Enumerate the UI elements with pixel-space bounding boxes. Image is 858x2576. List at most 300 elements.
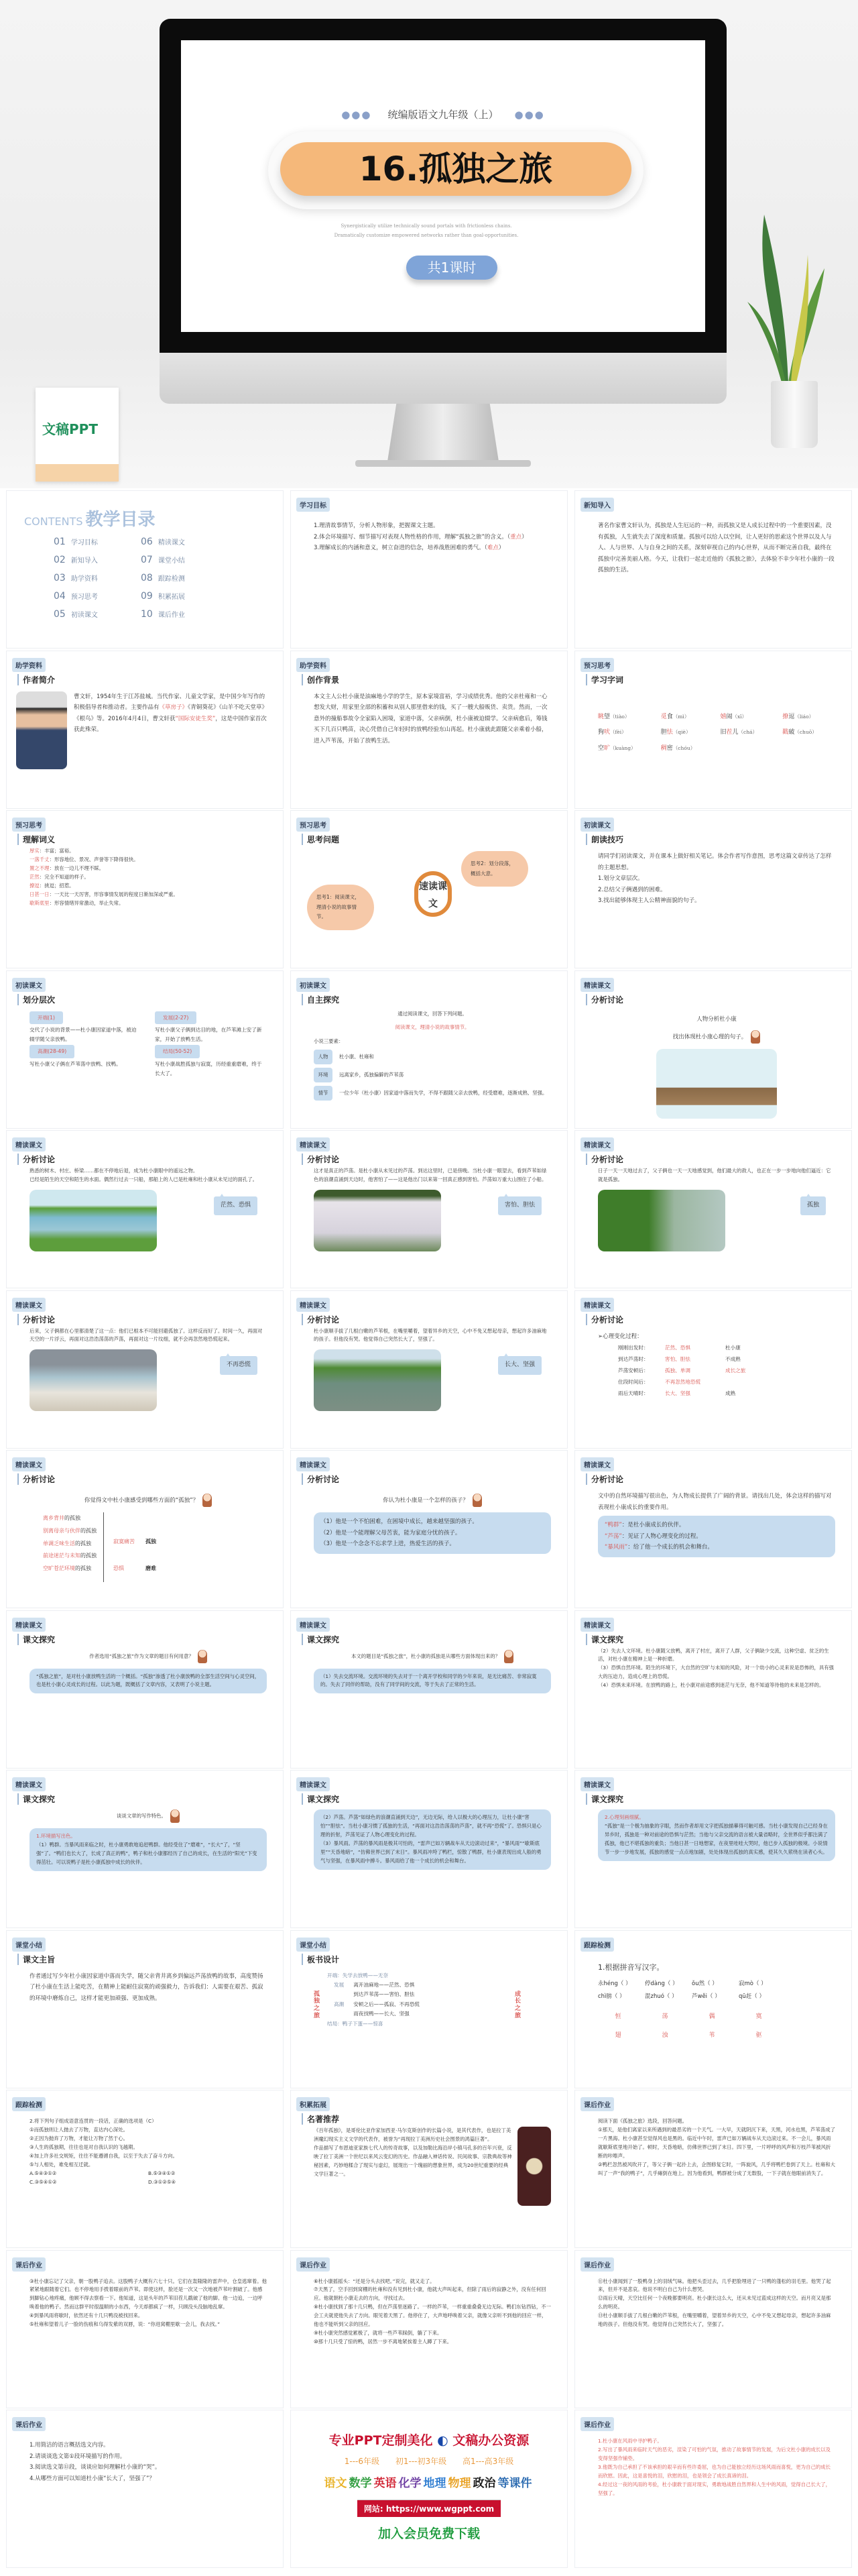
highlight-text: 旷 <box>604 744 611 752</box>
slide-body <box>598 691 835 804</box>
reed-marsh-image <box>314 1190 441 1251</box>
answer-box <box>29 1828 267 1871</box>
section-tag: 精读课文 <box>12 1777 46 1791</box>
section-tag: 学习目标 <box>296 498 330 512</box>
highlight-text: “暴风雨” <box>605 1544 628 1551</box>
slide-thumbnail[interactable] <box>575 1611 851 1768</box>
girl-thinking-icon <box>473 1494 482 1507</box>
contents-en: CONTENTS <box>24 515 83 528</box>
contents-label: 学习目标 <box>70 539 98 547</box>
website-link[interactable] <box>357 2500 501 2517</box>
question-prompt <box>314 1494 551 1507</box>
slide-thumbnail[interactable] <box>575 651 851 808</box>
slide-thumbnail[interactable] <box>575 491 851 648</box>
image-with-callout <box>314 1349 551 1411</box>
growth-label: 不成熟 <box>725 1356 741 1363</box>
slide-thumbnail[interactable] <box>575 971 851 1128</box>
slide-thumbnail[interactable] <box>291 651 567 808</box>
paragraph: ④到暴风雨将歇时，依然还有十几只鸭没被找回来。 <box>29 2312 143 2319</box>
slide-body <box>598 1167 835 1284</box>
pinyin-item: 停dàng（ ） <box>645 1980 678 1987</box>
subject: 语文 <box>324 2477 347 2490</box>
loneliness-item <box>43 1525 97 1538</box>
text-segment: 的孤独 <box>80 1527 97 1534</box>
section-text: 交代了小说的背景——杜小康因家道中落，被迫辍学随父亲放鸭。 <box>29 1027 137 1042</box>
slide-thumbnail[interactable] <box>7 1131 283 1288</box>
text-segment: 逗 <box>788 713 795 720</box>
section-tag: 精读课文 <box>580 1298 614 1312</box>
slide-thumbnail[interactable] <box>7 1771 283 1927</box>
contents-item[interactable] <box>54 555 141 573</box>
section-text: 写杜小康父子俩在芦苇荡中放鸭、找鸭。 <box>29 1061 121 1068</box>
question-text: 你觉得文中杜小康感受到哪些方面的“孤独”？ <box>84 1497 199 1504</box>
question-prompt <box>314 1650 551 1663</box>
exercise-title: 1.根据拼音写汉字。 <box>598 1962 664 1972</box>
paragraph: （3）他是一个念念不忘求学上进，热爱生活的孩子。 <box>320 1541 455 1548</box>
slide-body <box>314 2127 551 2243</box>
slide-thumbnail[interactable] <box>7 651 283 808</box>
paragraph: ⑬杜小康顺手拔了几根白嫩的芦苇根，在嘴里嚼着，望着异乡的天空，心中不免又想起母亲，想起许多油麻地的孩子。但他没有哭。他觉得自己突然长大了，坚强了。 <box>598 2312 831 2328</box>
dots-icon: ●●● <box>341 109 372 121</box>
paragraph: 1.用简洁的语言概括选文内容。 <box>29 2442 109 2449</box>
text-segment: ：是杜小康成长的伙伴。 <box>621 1522 685 1529</box>
element-row <box>314 1050 551 1064</box>
slide-thumbnail[interactable] <box>7 1291 283 1448</box>
slide-thumbnail[interactable] <box>7 491 283 648</box>
slide-thumbnail[interactable] <box>575 811 851 968</box>
slide-body <box>598 2437 835 2563</box>
grade-level: 初1---初3年级 <box>395 2457 447 2466</box>
slide-body <box>29 1807 267 1923</box>
section-tag: 课堂小结 <box>296 1938 330 1952</box>
loneliness-item <box>43 1538 97 1551</box>
slide-thumbnail[interactable] <box>7 1931 283 2088</box>
paragraph: 这才是真正的芦荡。是杜小康从未见过的芦荡。到达这里时，已是傍晚。当杜小康一眼望去，看到芦苇如绿色的浪潮直涌到天边时，他害怕了——这是他出门以来第一回真正感到害怕。芦荡如万重大山围住了小船。 <box>314 1168 547 1182</box>
section-tag: 课堂小结 <box>12 1938 46 1952</box>
section-tag: 精读课文 <box>580 1618 614 1632</box>
contents-item[interactable] <box>54 537 141 555</box>
question-text: 阅读课文，理清小说的故事情节。 <box>395 1024 470 1031</box>
pinyin-item: 寂mò（ ） <box>739 1980 767 1987</box>
contents-label: 助学资料 <box>70 575 98 583</box>
text-segment: ：给了他一个成长的机会和舞台。 <box>627 1544 713 1551</box>
question-prompt <box>598 1030 835 1044</box>
grade-levels <box>291 2455 567 2467</box>
answer-char: 寞 <box>755 2013 762 2021</box>
think-cloud-2: 思考2：划分段落，概括大意。 <box>461 851 528 887</box>
slide-heading: 分析讨论 <box>17 1154 55 1165</box>
slide-heading: 课文探究 <box>17 1793 55 1805</box>
slide-heading: 分析讨论 <box>302 1314 339 1325</box>
paragraph <box>605 1520 829 1531</box>
section-label: 发展(2-27) <box>155 1011 196 1025</box>
contents-item[interactable] <box>141 573 228 591</box>
slide-thumbnail[interactable] <box>7 811 283 968</box>
text-segment: ：形容地位、景况、声誉等下降得很快。 <box>49 856 139 862</box>
paragraph <box>29 856 267 864</box>
contents-label: 跟踪检测 <box>158 575 185 583</box>
section-tag: 课后作业 <box>12 2417 46 2431</box>
section-tag: 课后作业 <box>580 2257 614 2272</box>
vocab-item <box>598 727 654 739</box>
contents-item[interactable] <box>54 573 141 591</box>
section-text: 写杜小康父子俩到达目的地，在芦苇滩上安了新家，开始了放鸭生活。 <box>155 1027 262 1042</box>
section-tag: 预习思考 <box>580 658 614 672</box>
contents-item[interactable] <box>54 591 141 609</box>
board-end: 结局：鸭子下蛋——惊喜 <box>327 2020 383 2027</box>
contents-item[interactable] <box>141 555 228 573</box>
slide-thumbnail[interactable] <box>291 2410 567 2567</box>
girl-thinking-icon <box>170 1809 180 1823</box>
section-label: 高潮(28-49) <box>29 1045 74 1058</box>
paragraph: 2.心理刻画细腻。 <box>605 1814 644 1820</box>
slide-thumbnail[interactable] <box>291 2251 567 2408</box>
paragraph: 熟悉的树木、村庄、桥梁……都在不停地后退，成为杜小康眼中的遥远之物。 <box>29 1168 198 1174</box>
slide-thumbnail[interactable] <box>7 971 283 1128</box>
right-label: 磨难 <box>145 1565 156 1571</box>
section-tag: 预习思考 <box>296 818 330 832</box>
desk-calendar <box>36 388 119 482</box>
structure-grid <box>29 1011 267 1078</box>
slide-heading: 板书设计 <box>302 1954 339 1965</box>
section-label: 开端(1) <box>29 1011 63 1025</box>
subject-list <box>291 2473 567 2490</box>
paragraph: （3）暴风雨。芦荡的暴风雨是极其可怕的，“雷声已如万辆战车从天边滚动过来”，“暴风雨”“歇斯底里”“天昏地暗”，“仿佛世界已到了末日”。暴风雨冲垮了鸭栏，惊散了鸭群，杜小康表现出成人般的勇气与坚强，在暴风雨中搏斗。暴风雨给了他一个成长的机会和舞台。 <box>320 1840 542 1864</box>
paragraph: 文中的自然环境描写很出色，为人物成长提供了广阔的背景。请找出几处，体会这样的描写对表现杜小康成长的重要作用。 <box>598 1493 832 1511</box>
placeholder-english-text: Synergistically utilize technically sound portals with frictionless chains. Dramatically customize empowered networks rather than goal-opportunities. <box>334 223 519 238</box>
slide-body <box>29 2440 267 2563</box>
slide-thumbnail[interactable] <box>291 811 567 968</box>
paragraph: ②正因为抛弃了万物，才能让万物了然于心。 <box>29 2135 129 2141</box>
girl-thinking-icon <box>751 1030 760 1044</box>
subtitle-text: 统编版语文九年级（上） <box>387 109 499 121</box>
slide-body <box>314 1167 551 1284</box>
highlight-text: “芦荡” <box>605 1532 622 1540</box>
question-prompt <box>29 1650 267 1663</box>
pinyin-item: chì膀（ ） <box>598 1993 625 2000</box>
section-tag: 跟踪检测 <box>580 1938 614 1952</box>
slide-body <box>29 2117 267 2243</box>
slide-thumbnail[interactable] <box>575 1131 851 1288</box>
vocabulary-list <box>598 712 835 755</box>
answer-box <box>314 1809 551 1870</box>
highlight-text: 别离母亲与伙伴 <box>43 1527 80 1534</box>
slide-thumbnail[interactable] <box>575 1291 851 1448</box>
slide-heading: 思考问题 <box>302 834 339 845</box>
slide-thumbnail[interactable] <box>291 1291 567 1448</box>
question-prompt <box>314 1010 551 1019</box>
text-segment: ：形容情绪异常激动，举止失常。 <box>49 899 124 906</box>
answer-box <box>314 1512 551 1554</box>
highlight-text: 难点 <box>487 545 499 552</box>
text-segment: ：完全不知道的样子。 <box>39 873 89 880</box>
paragraph: ⑪杜小康闻到了一股鸭身上的羽绒气味。他把头歪过去，几乎把脸埋进了一只鸭的蓬松的羽毛里。他哭了起来，但并不是悲哀。他说不明白自己为什么想哭。 <box>598 2278 831 2293</box>
section-tag: 精读课文 <box>296 1298 330 1312</box>
loneliness-brace <box>43 1512 267 1582</box>
question-prompt <box>598 1014 835 1025</box>
highlight-text: 歇斯底里 <box>29 899 50 906</box>
subject: 政治 <box>473 2477 496 2490</box>
slide-heading: 分析讨论 <box>17 1314 55 1325</box>
contents-list <box>54 537 228 627</box>
brand-logo: 文稿PPT <box>42 421 98 437</box>
text-segment: 闹 <box>726 713 733 720</box>
text-segment: 空 <box>598 744 605 752</box>
slide-thumbnail[interactable] <box>291 1771 567 1927</box>
paragraph <box>29 882 267 891</box>
section-tag: 初读课文 <box>296 978 330 992</box>
question-text: 找出体现杜小康心理的句子。 <box>672 1033 747 1041</box>
highlight-text: 单调乏味生活 <box>43 1540 75 1547</box>
slide-body <box>314 1971 551 2084</box>
section-tag: 精读课文 <box>296 1137 330 1152</box>
contents-number: 04 <box>54 591 66 602</box>
paragraph <box>605 1531 829 1543</box>
slide-heading: 课文探究 <box>302 1634 339 1645</box>
slide-body <box>29 847 267 964</box>
slide-thumbnail[interactable] <box>7 2090 283 2247</box>
slide-thumbnail[interactable] <box>291 491 567 648</box>
paragraph: 《百年孤独》，是哥伦比亚作家加西亚·马尔克斯创作的长篇小说，是其代表作，也是拉丁美洲魔幻现实主义文学的代表作，被誉为“再现拉丁美洲历史社会图景的鸿篇巨著”。 <box>314 2127 511 2142</box>
left-theme: 孤独之旅 <box>314 1991 320 2019</box>
highlight-text: 怯 <box>666 729 673 736</box>
text-segment: ：放在一边儿不理不睬。 <box>49 864 104 871</box>
section-tag: 积累拓展 <box>296 2097 330 2111</box>
section-tag: 精读课文 <box>580 1777 614 1791</box>
emotion-callout: 孤独 <box>800 1196 826 1215</box>
text-segment: ） <box>498 545 505 552</box>
story-elements <box>314 1050 551 1101</box>
question-prompt <box>29 1809 267 1823</box>
text-segment: ：丰富；富裕。 <box>39 848 74 854</box>
slide-body <box>314 2278 551 2404</box>
slide-heading: 课文主旨 <box>17 1954 55 1965</box>
paragraph: 日子一天一天地过去了，父子俩也一天一天地感觉到，他们最大的敌人，也正在一步一步地向他们逼近：它就是孤独。 <box>598 1168 831 1182</box>
slide-thumbnail[interactable] <box>291 1131 567 1288</box>
lesson-count-badge: 共1课时 <box>406 256 497 280</box>
image-with-callout <box>314 1190 551 1251</box>
stage-emotion: 长大、坚强 <box>665 1390 690 1397</box>
slide-body <box>598 1807 835 1923</box>
pinyin-items <box>598 1978 835 2002</box>
element-label: 情节 <box>314 1086 332 1101</box>
slide-body <box>598 1331 835 1444</box>
contents-number: 08 <box>141 573 153 583</box>
paragraph: （2）他是一个能理解父母苦衷，能为家庭分忧的孩子。 <box>320 1529 461 1536</box>
slide-thumbnail[interactable] <box>7 1611 283 1768</box>
girl-thinking-icon <box>504 1650 513 1663</box>
vocab-item <box>782 727 835 739</box>
paragraph: 1.理清故事情节，分析人物形象，把握课文主题。 <box>314 522 439 529</box>
paragraph: ②鸭栏忽然被风吹开了，等父子俩一起扑上去，企图修复它时，一阵旋风，几乎将鸭栏卷到了天上。杜雍和大叫了一声“我的鸭子”，几乎瘫倒在地上。因为他看到，鸭群被分成了无数股，一下子就在他眼前消失了。 <box>598 2161 835 2176</box>
stage-emotion: 茫然、恐惧 <box>665 1345 690 1351</box>
option: C.③⑤④①② <box>29 2178 57 2185</box>
brace-right <box>145 1512 156 1582</box>
monitor-foot <box>355 460 531 467</box>
text-segment: （fèi） <box>610 729 627 736</box>
pinyin-item: 芦wěi（ ） <box>692 1993 721 2000</box>
grade-level: 1---6年级 <box>344 2457 380 2466</box>
answer-box <box>29 1669 267 1694</box>
slide-thumbnail[interactable] <box>291 1611 567 1768</box>
grade-subtitle <box>181 107 705 121</box>
reed-marsh-image <box>29 1349 157 1411</box>
contents-item[interactable] <box>54 609 141 627</box>
right-label: 孤独 <box>145 1538 156 1545</box>
slide-heading: 学习字词 <box>586 674 623 685</box>
subject: 数学 <box>349 2477 372 2490</box>
option: D.③①②⑤④ <box>148 2178 176 2185</box>
vocab-item <box>598 712 654 724</box>
slide-body <box>598 520 835 644</box>
board-design <box>314 1971 551 2029</box>
plant-icon <box>744 215 831 389</box>
highlight-text: 撩逗 <box>29 882 40 889</box>
slide-body <box>29 691 267 804</box>
slide-thumbnail[interactable] <box>291 1931 567 2088</box>
section-tag: 课后作业 <box>12 2257 46 2272</box>
vocab-item <box>598 743 654 755</box>
paragraph: 作品描写了布恩迪亚家族七代人的传奇故事，以及加勒比海沿岸小镇马孔多的百年兴衰，反映了拉丁美洲一个世纪以来风云变幻的历史。作品融入神话传说、民间故事、宗教典故等神秘因素，巧妙地糅合了现实与虚幻，展现出一个瑰丽的想象世界，成为20世纪重要的经典文学巨著之一。 <box>314 2144 512 2177</box>
text-segment: 的孤独 <box>75 1540 91 1547</box>
highlight-text: 厚实 <box>29 848 40 854</box>
slide-thumbnail[interactable] <box>291 1451 567 1608</box>
section-tag: 精读课文 <box>12 1298 46 1312</box>
contents-number: 06 <box>141 537 153 547</box>
text-segment: 望 <box>604 713 611 720</box>
paragraph: 著名作家曹文轩认为，孤独是人生厄运的一种，而孤独又是人成长过程中的一个重要因素，没有孤独，人生就失去了深度和质量。孤独可以给人以空间，让人更好的思索这个世界以及人与人、人与世界、人与自身之间的关系，深刻审视自己的内心世界，从而不断完善自我，最终在孤独中完善美丽人格。今天，让我们一起走近他的《孤独之旅》，去体验不幸少年杜小康的一段孤独的生活。 <box>598 522 835 574</box>
paragraph: ⑥杜小康摇摇头：“还是分头去找吧。”说完，就又走了。 <box>314 2278 435 2284</box>
paragraph: 杜小康顺手拔了几根白嫩的芦苇根，在嘴里嚼着，望着异乡的天空，心中不免又想起母亲，想起许多油麻地的孩子。但他没有哭。他觉得自己突然长大了，坚强了。 <box>314 1327 547 1343</box>
loneliness-item <box>43 1512 97 1525</box>
slide-body <box>29 1491 267 1604</box>
paragraph <box>29 864 267 873</box>
slide-thumbnail[interactable] <box>291 971 567 1128</box>
stage-label: 到达芦荡时： <box>618 1356 649 1363</box>
mid-label: 恐惧 <box>113 1565 124 1571</box>
slide-thumbnail[interactable] <box>575 2251 851 2408</box>
slide-thumbnail[interactable] <box>7 2410 283 2567</box>
subject: 英语 <box>373 2477 397 2490</box>
slide-body <box>314 1807 551 1923</box>
paragraph: ⑧杜小康找到了那十几只鸭，但在芦荡里迷路了。一样的芦苇，一样重重叠叠无边无际。鸭们东钻西钻，不一会工夫就使他失去了方向。眼见着天黑了。他停住了，大声地呼唤着父亲，就像父亲听不到他的回应一样，他也不能听到父亲的回应。 <box>314 2304 551 2328</box>
option: A.⑤④③①② <box>29 2170 57 2176</box>
contents-item[interactable] <box>141 537 228 555</box>
slide-thumbnail[interactable] <box>575 1771 851 1927</box>
text-segment: 食 <box>666 713 673 720</box>
slide-thumbnail[interactable] <box>7 2251 283 2408</box>
slide-thumbnail[interactable] <box>291 2090 567 2247</box>
text-segment: （mì） <box>672 713 690 720</box>
board-line: 雨夜找鸭——长大、坚强 <box>353 2011 410 2017</box>
element-label: 环境 <box>314 1068 332 1082</box>
promo-panel <box>291 2410 567 2542</box>
text-segment: 狗 <box>598 729 605 736</box>
growth-label: 成熟 <box>725 1390 736 1397</box>
text-segment: 2.体会环境描写、细节描写对表现人物性格的作用，理解“孤独之旅”的含义。（ <box>314 533 511 541</box>
highlight-text: 茫然 <box>29 873 40 880</box>
stage-label: 住段时间后： <box>618 1379 649 1386</box>
question-prompt <box>314 1023 551 1032</box>
mid-label: 寂寞痛苦 <box>113 1538 135 1545</box>
board-line: 离开油麻地——茫然、恐惧 <box>353 1981 415 1988</box>
slide-heading: 理解词义 <box>17 834 55 845</box>
paragraph: ⑫雨后天晴，天空比任何一个夜晚都要明亮。杜小康长这么大，还从未见过蓝成这样的天空。而月亮又是那么的明亮。 <box>598 2295 831 2310</box>
text-segment: 破 <box>788 729 795 736</box>
contents-label: 积累拓展 <box>158 594 185 601</box>
contents-item[interactable] <box>141 609 228 627</box>
psych-table <box>618 1342 835 1399</box>
slide-heading: 分析讨论 <box>17 1473 55 1485</box>
slide-thumbnail[interactable] <box>575 2090 851 2247</box>
slide-body <box>598 2278 835 2404</box>
contents-label: 精读课文 <box>158 539 185 547</box>
vocab-item <box>720 712 776 724</box>
paragraph: 4.经过这一夜的风雨的考验，杜小康敢于面对现实，勇敢地战胜自然界和人生中的风雨，觉得自己长大了，坚强了。 <box>598 2481 831 2496</box>
contents-number: 01 <box>54 537 66 547</box>
paragraph: 2.写出了暴风雨来临时天气的恶劣，渲染了可怕的气氛，推动了故事情节的发展，为后文杜小康的成长以及变得坚强作铺垫。 <box>598 2446 831 2461</box>
slide-heading: 课文探究 <box>17 1634 55 1645</box>
contents-number: 10 <box>141 609 153 620</box>
highlight-text: “鸭群” <box>605 1522 622 1529</box>
contents-label: 课堂小结 <box>158 557 185 565</box>
contents-item[interactable] <box>141 591 228 609</box>
paragraph: 1.杜小康在风雨中寻护鸭子。 <box>598 2438 662 2444</box>
element-label: 人物 <box>314 1050 332 1064</box>
paragraph <box>29 891 267 899</box>
stage-label: 雨后天晴时： <box>618 1390 649 1397</box>
highlight-text: 离乡背井 <box>43 1515 64 1521</box>
paragraph: 已经是陌生的天空和陌生的水面。偶然行过去一只船，那船上的人已是杜雍和杜小康从未见过的面孔了。 <box>29 1176 257 1182</box>
slide-thumbnail[interactable] <box>575 1451 851 1608</box>
contents-label: 新知导入 <box>70 557 98 565</box>
paragraph: （2）芦荡。芦荡“如绿色的浪潮直涌到天边”，无边无际，给人以极大的心理压力，让杜小康“害怕”“胆怯”。当杜小康习惯了孤独的生活，“再面对这浩浩荡荡的芦荡”，就不再“恐慌”了。恐惧只是心理的折射，芦荡见证了人物心理变化的过程。 <box>320 1814 542 1838</box>
slide-thumbnail[interactable] <box>575 2410 851 2567</box>
question-prompt <box>29 1494 267 1507</box>
group-label: 发展 <box>334 1981 345 1988</box>
answer-char: 翅 <box>615 2031 621 2039</box>
slide-body <box>598 2117 835 2243</box>
question-text: 作者选用“孤独之旅”作为文章的题目有何用意？ <box>89 1653 194 1659</box>
vocab-item <box>720 727 776 739</box>
vocab-item <box>661 743 714 755</box>
slide-heading: 分析讨论 <box>586 1314 623 1325</box>
highlight-text: 稠 <box>660 744 667 752</box>
slide-body <box>598 1960 835 2084</box>
loneliness-item <box>43 1550 97 1563</box>
section-tag: 精读课文 <box>580 1457 614 1471</box>
slide-thumbnail[interactable] <box>575 1931 851 2088</box>
girl-thinking-icon <box>198 1650 207 1663</box>
group-label: 高潮 <box>334 2001 345 2007</box>
paragraph: ⑩那十几只受了惊的鸭，居然一步不离地紧挨着主人蹲了下来。 <box>314 2339 452 2345</box>
section-tag: 精读课文 <box>580 978 614 992</box>
vocab-item <box>661 727 714 739</box>
section-tag: 课后作业 <box>580 2097 614 2111</box>
contents-number: 03 <box>54 573 66 583</box>
paragraph: 本文主人公杜小康是油麻地小学的学生，原本家境富裕，学习成绩优秀。他的父亲杜雍和一心想发大财，用家里全部的积蓄和从别人那里借来的钱，买了一艘大船贩货、卖货。然而，一次意外的撞船事故令全家陷入困境，家道中落，父亲病倒，杜小康被迫辍学。父亲病愈后，筹钱买下几百只鸭苗，决心凭借自己年轻时的放鸭经验东山再起。杜小康就此跟随父亲乘着小船，进入芦苇荡，开始了放鸭生活。 <box>314 693 548 744</box>
pinyin-item: 混zhuó（ ） <box>645 1993 678 2000</box>
slide-thumbnail[interactable] <box>7 1451 283 1608</box>
group-lines <box>353 2000 420 2019</box>
text-segment: 曹文轩，1954年生于江苏盐城。当代作家、儿童文学家，是中国少年写作的积极倡导者和推动者。主要作品有 <box>74 693 265 712</box>
text-segment: ） <box>522 533 528 541</box>
question-text: 人物分析杜小康 <box>696 1015 737 1023</box>
paragraph <box>29 873 267 882</box>
structure-cell <box>29 1045 141 1078</box>
monitor-stand <box>387 404 499 461</box>
text-segment: （xī） <box>732 713 747 720</box>
